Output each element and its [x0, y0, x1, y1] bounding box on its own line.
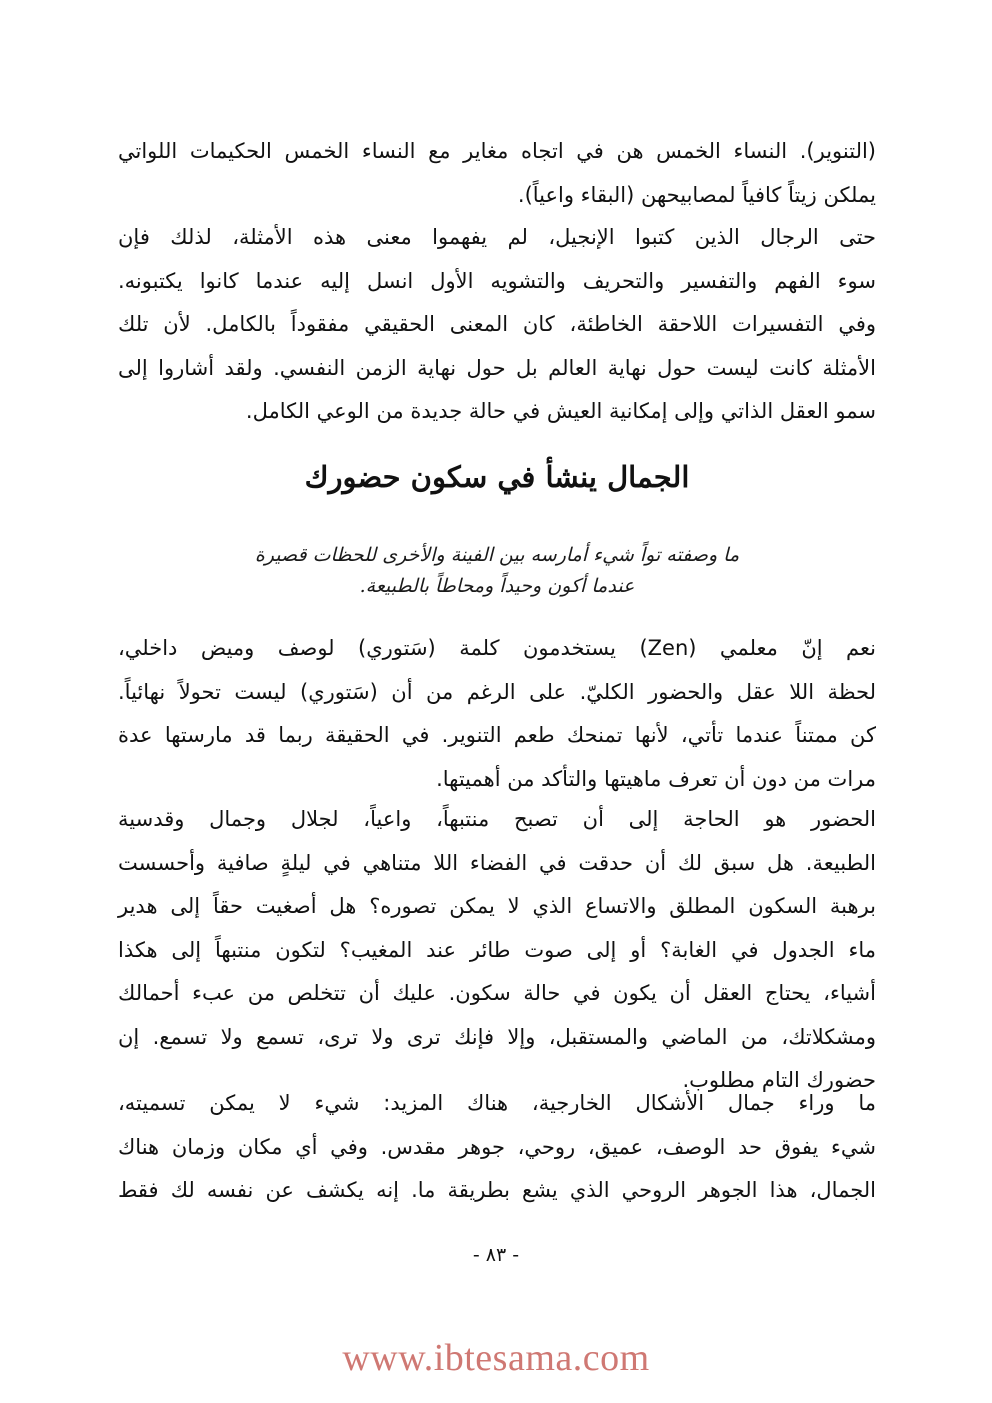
text-line: (التنوير). النساء الخمس هن في اتجاه مغاير مع النساء الخمس الحكيمات اللواتي [118, 139, 876, 163]
text-line: سوء الفهم والتفسير والتحريف والتشويه الأول انسل إليه عندما كانوا يكتبونه. [118, 268, 876, 293]
epigraph-quote [118, 540, 876, 602]
section-heading: الجمال ينشأ في سكون حضورك [304, 460, 690, 494]
text-line: الجمال، هذا الجوهر الروحي الذي يشع بطريقة ما. إنه يكشف عن نفسه لك فقط [118, 1178, 876, 1202]
text-line: يملكن زيتاً كافياً لمصابيحهن (البقاء واعياً). [517, 182, 876, 207]
text-line: ومشكلاتك، من الماضي والمستقبل، وإلا فإنك ترى ولا ترى، تسمع ولا تسمع. إن [118, 1024, 876, 1049]
text-line: برهبة السكون المطلق والاتساع الذي لا يمكن تصوره؟ هل أصغيت حقاً إلى هدير [118, 894, 876, 918]
text-line: وفي التفسيرات اللاحقة الخاطئة، كان المعنى الحقيقي مفقوداً بالكامل. لأن تلك [118, 312, 876, 336]
quote-line: ما وصفته تواً شيء أمارسه بين الفينة والأخرى للحظات قصيرة [254, 544, 740, 566]
text-line: سمو العقل الذاتي وإلى إمكانية العيش في حالة جديدة من الوعي الكامل. [245, 399, 876, 423]
text-line: الطبيعة. هل سبق لك أن حدقت في الفضاء اللا متناهي في ليلةٍ صافية وأحسست [118, 850, 876, 875]
text-line: الأمثلة كانت ليست حول نهاية العالم بل حول نهاية الزمن النفسي. ولقد أشاروا إلى [118, 355, 876, 380]
paragraph-presence [118, 798, 876, 1103]
paragraph-gospel-writers [118, 216, 876, 434]
quote-line: عندما أكون وحيداً ومحاطاً بالطبيعة. [359, 575, 635, 597]
text-line: الحضور هو الحاجة إلى أن تصبح منتبهاً، واعياً، لجلال وجمال وقدسية [118, 807, 876, 831]
text-line: نعم إنّ معلمي (Zen) يستخدمون كلمة (سَتوري) لوصف وميض داخلي، [118, 636, 876, 660]
watermark-url: www.ibtesama.com [342, 1337, 650, 1379]
page-number: - ٨٣ - [472, 1244, 520, 1266]
text-line: مرات من دون أن تعرف ماهيتها والتأكد من أهميتها. [436, 766, 876, 791]
text-line: ما وراء جمال الأشكال الخارجية، هناك المزيد: شيء لا يمكن تسميته، [118, 1091, 876, 1115]
paragraph-beyond-beauty [118, 1082, 876, 1213]
text-line: شيء يفوق حد الوصف، عميق، روحي، جوهر مقدس. وفي أي مكان وزمان هناك [118, 1134, 876, 1159]
text-line: ماء الجدول في الغابة؟ أو إلى صوت طائر عند المغيب؟ لتكون منتبهاً إلى هكذا [118, 937, 876, 962]
text-line: كن ممتناً عندما تأتي، لأنها تمنحك طعم التنوير. في الحقيقة ربما قد مارستها عدة [118, 723, 876, 747]
paragraph-satori [118, 627, 876, 801]
text-line: حضورك التام مطلوب. [682, 1068, 876, 1092]
paragraph-wise-virgins [118, 130, 876, 217]
text-line: حتى الرجال الذين كتبوا الإنجيل، لم يفهموا معنى هذه الأمثلة، لذلك فإن [118, 225, 876, 249]
text-line: أشياء، يحتاج العقل أن يكون في حالة سكون. عليك أن تتخلص من عبء أحمالك [118, 981, 876, 1005]
text-line: لحظة اللا عقل والحضور الكليّ. على الرغم من أن (سَتوري) ليست تحولاً نهائياً. [118, 679, 876, 704]
